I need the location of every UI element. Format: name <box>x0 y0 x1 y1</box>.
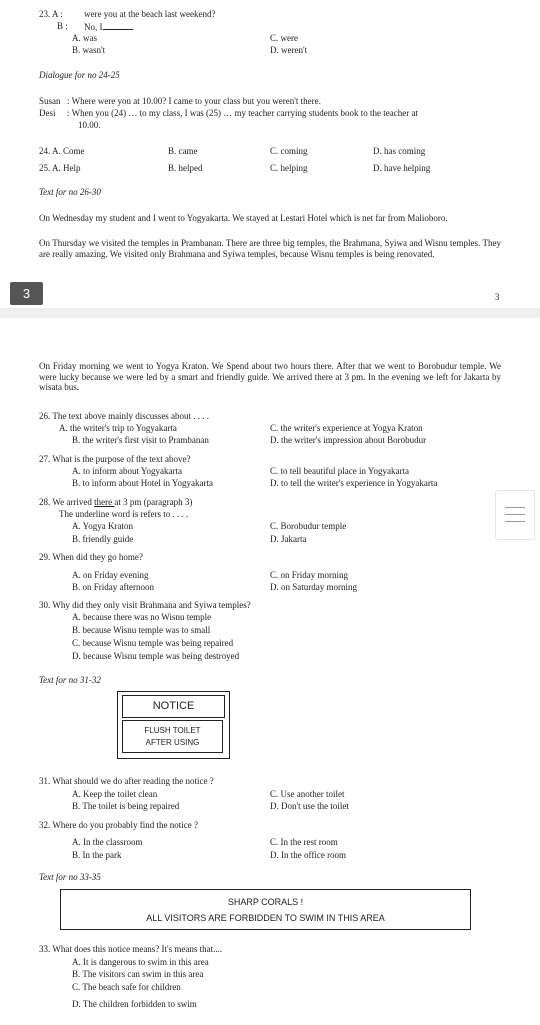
q30-option-c: C. because Wisnu temple was being repaired <box>72 638 234 648</box>
notice-body <box>122 720 223 753</box>
q24-option-b: B. came <box>168 146 198 156</box>
menu-line <box>505 521 525 522</box>
notice-title: NOTICE <box>122 695 225 718</box>
q29-question: 29. When did they go home? <box>39 552 143 562</box>
page-3 <box>0 0 540 308</box>
notice-sign <box>117 691 230 759</box>
q32-option-b: B. In the park <box>72 850 122 860</box>
desi-name: Desi <box>39 108 56 118</box>
q24-option-c: C. coming <box>270 146 308 156</box>
text-heading-31-32: Text for no 31-32 <box>39 675 101 685</box>
text-heading-26-30: Text for no 26-30 <box>39 187 101 197</box>
paragraph-thursday: On Thursday we visited the temples in Prambanan. There are three big temples, the Brahmana, Syiwa and Wisnu temples. They are really amazing. We visited only Brahmana and Syiwa temples, because Wisnu temples is being renovated. <box>39 238 501 259</box>
q23-b-text: No, I <box>84 21 133 33</box>
q24-option-a: 24. A. Come <box>39 146 85 156</box>
q26-option-d: D. the writer's impression about Borobudur <box>270 435 427 445</box>
q33-question: 33. What does this notice means? It's means that.... <box>39 944 223 954</box>
warning-sign-title: SHARP CORALS ! <box>227 897 304 907</box>
q28-option-b: B. friendly guide <box>72 534 134 544</box>
q26-option-b: B. the writer's first visit to Prambanan <box>72 435 209 445</box>
q23-option-c: C. were <box>270 33 298 43</box>
q30-option-b: B. because Wisnu temple was to small <box>72 625 211 635</box>
q23-a-label: 23. A : <box>39 9 63 19</box>
q33-option-a: A. It is dangerous to swim in this area <box>72 957 209 967</box>
q23-option-b: B. wasn't <box>72 45 106 55</box>
q27-option-d: D. to tell the writer's experience in Yogyakarta <box>270 478 438 488</box>
q23-b-label: B : <box>57 21 68 31</box>
q25-option-c: C. helping <box>270 163 308 173</box>
q26-question: 26. The text above mainly discusses about . . . . <box>39 411 210 421</box>
q27-question: 27. What is the purpose of the text above? <box>39 454 191 464</box>
text-heading-33-35: Text for no 33-35 <box>39 872 101 882</box>
q27-option-a: A. to inform about Yogyakarta <box>72 466 182 476</box>
q33-option-c: C. The beach safe for children <box>72 982 181 992</box>
q29-option-a: A. on Friday evening <box>72 570 149 580</box>
notice-line-2: AFTER USING <box>145 738 200 747</box>
dialogue-heading: Dialogue for no 24-25 <box>39 70 120 80</box>
q32-option-d: D. In the office room <box>270 850 347 860</box>
susan-line: : Where were you at 10.00? I came to your class but you weren't there. <box>67 96 321 106</box>
q29-option-b: B. on Friday afternoon <box>72 582 154 592</box>
q32-option-c: C. In the rest room <box>270 837 338 847</box>
q31-option-b: B. The toilet is being repaired <box>72 801 180 811</box>
q33-option-b: B. The visitors can swim in this area <box>72 969 204 979</box>
warning-sign <box>60 889 471 930</box>
q32-question: 32. Where do you probably find the notice ? <box>39 820 199 830</box>
page-badge[interactable]: 3 <box>10 282 43 305</box>
desi-line: : When you (24) … to my class, I was (25) … my teacher carrying students book to the teacher at <box>67 108 418 118</box>
q31-option-a: A. Keep the toilet clean <box>72 789 158 799</box>
q30-option-d: D. because Wisnu temple was being destroyed <box>72 651 240 661</box>
paragraph-wednesday: On Wednesday my student and I went to Yogyakarta. We stayed at Lestari Hotel which is net far from Malioboro. <box>39 213 448 223</box>
q32-option-a: A. In the classroom <box>72 837 143 847</box>
q28-underlined-word: there <box>94 497 115 507</box>
q33-option-d: D. The children forbidden to swim <box>72 999 197 1009</box>
q29-option-c: C. on Friday morning <box>270 570 348 580</box>
notice-line-1: FLUSH TOILET <box>144 726 201 735</box>
q23-a-text: were you at the beach last weekend? <box>84 9 216 19</box>
q31-option-d: D. Don't use the toilet <box>270 801 349 811</box>
q26-option-c: C. the writer's experience at Yogya Kraton <box>270 423 423 433</box>
q31-option-c: C. Use another toilet <box>270 789 345 799</box>
paragraph-friday: On Friday morning we went to Yogya Kraton. We Spend about two hours there. After that we went to Borobudur temple. We were lucky because we were led by a smart and friendly guide. We arrived there at 3 pm. In the evening we left for Jakarta by wisata bus. <box>39 361 501 392</box>
q30-question: 30. Why did they only visit Brahmana and Syiwa temples? <box>39 600 251 610</box>
q28-option-c: C. Borobudur temple <box>270 521 347 531</box>
q26-option-a: A. the writer's trip to Yogyakarta <box>59 423 177 433</box>
q28-question: 28. We arrived there at 3 pm (paragraph 3) <box>39 497 193 507</box>
q28-option-d: D. Jakarta <box>270 534 307 544</box>
hamburger-menu-icon[interactable] <box>495 490 535 540</box>
q25-option-a: 25. A. Help <box>39 163 81 173</box>
q24-option-d: D. has coming <box>373 146 426 156</box>
q25-option-b: B. helped <box>168 163 203 173</box>
q28-option-a: A. Yogya Kraton <box>72 521 134 531</box>
q28-subquestion: The underline word is refers to . . . . <box>59 509 189 519</box>
menu-line <box>505 507 525 508</box>
q30-option-a: A. because there was no Wisnu temple <box>72 612 212 622</box>
warning-sign-body: ALL VISITORS ARE FORBIDDEN TO SWIM IN THIS AREA <box>146 913 385 923</box>
susan-name: Susan <box>39 96 61 106</box>
q27-option-b: B. to inform about Hotel in Yogyakarta <box>72 478 213 488</box>
q23-option-a: A. was <box>72 33 97 43</box>
q23-option-d: D. weren't <box>270 45 308 55</box>
menu-line <box>505 514 525 515</box>
q27-option-c: C. to tell beautiful place in Yogyakarta <box>270 466 409 476</box>
q31-question: 31. What should we do after reading the notice ? <box>39 776 214 786</box>
q29-option-d: D. on Saturday morning <box>270 582 357 592</box>
page-number: 3 <box>495 292 500 302</box>
q25-option-d: D. have helping <box>373 163 431 173</box>
desi-line-cont: 10.00. <box>78 120 101 130</box>
page-4 <box>0 318 540 1025</box>
